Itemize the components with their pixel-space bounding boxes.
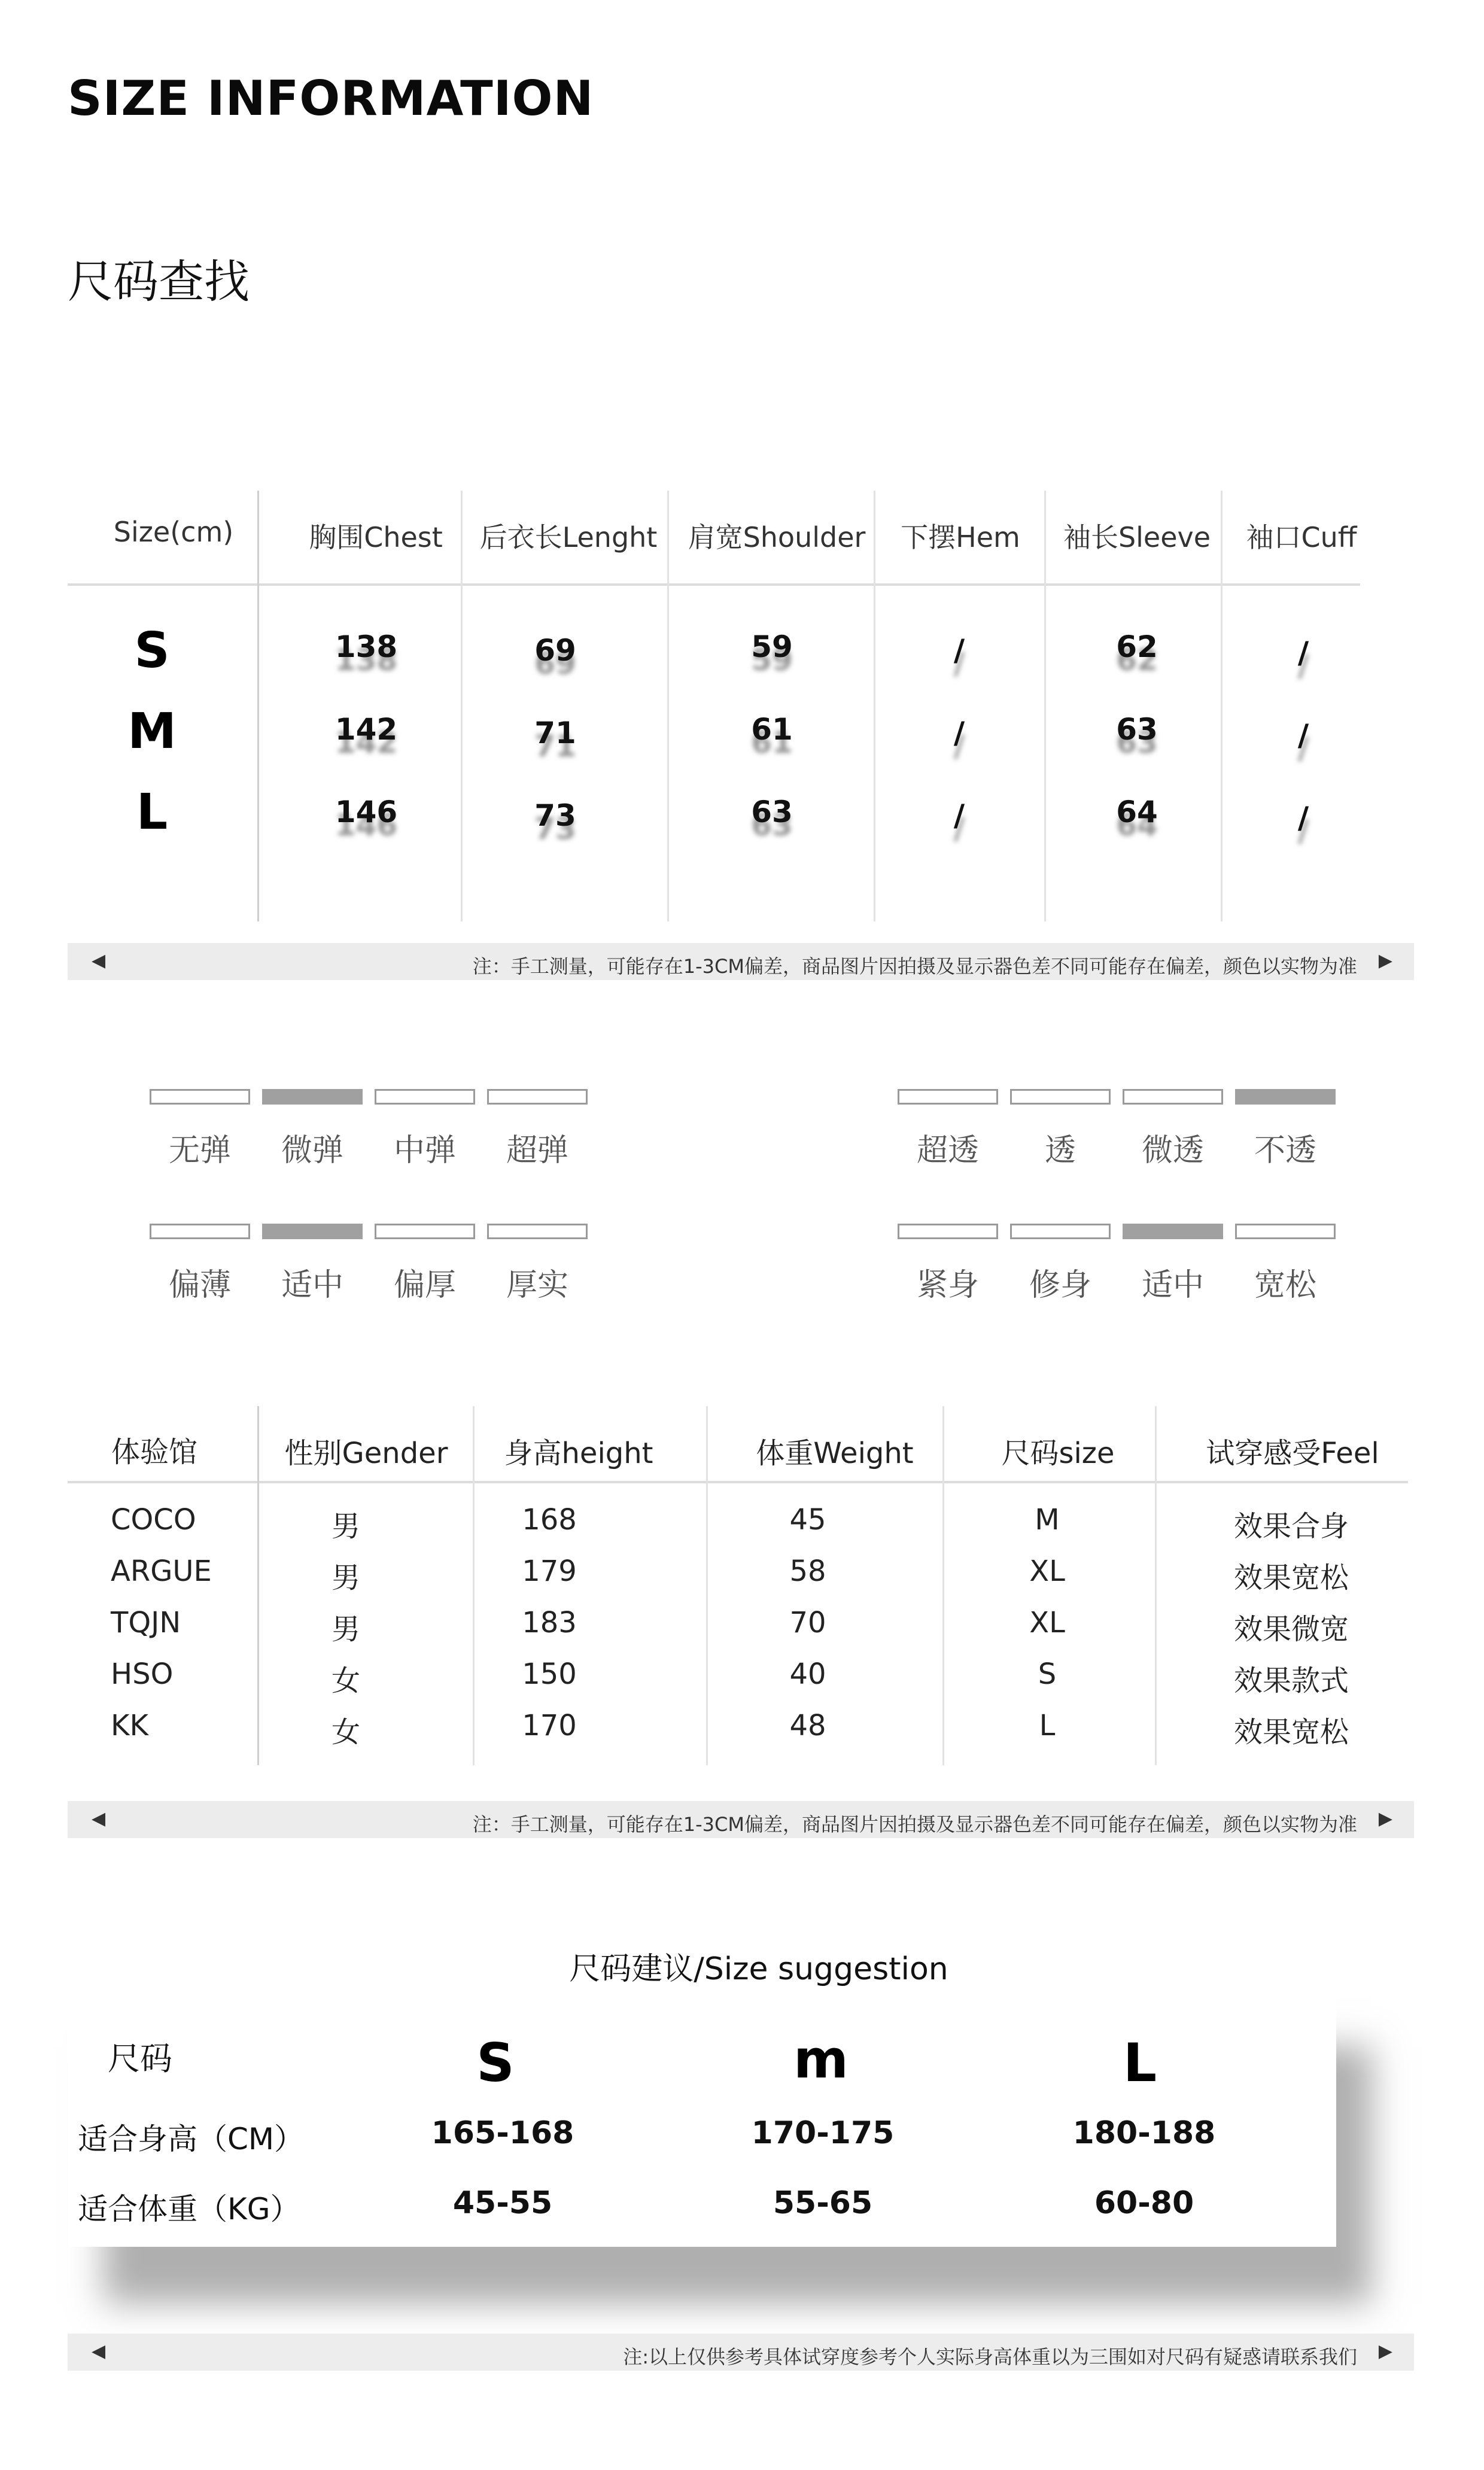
height-header: 身高height [504,1437,653,1470]
cuff-value: / [1297,801,1309,835]
size-row-label: 尺码 [108,2040,172,2077]
size-value: M [1035,1503,1060,1537]
suggested-height: 180-188 [1072,2115,1216,2151]
elasticity-segment-selected [262,1089,363,1105]
fit-segment-selected [1123,1224,1223,1239]
hem-header: 下摆Hem [901,521,1020,553]
size-table-col-line [1044,491,1046,921]
elasticity-label: 无弹 [168,1133,231,1169]
suggested-height: 165-168 [431,2115,574,2151]
length-header: 后衣长Lenght [479,521,658,553]
sleeve-value: 63 [1116,712,1158,747]
venue-name: COCO [111,1503,196,1537]
transparency-segment [898,1089,998,1105]
scroll-right-icon[interactable]: ▶ [1378,950,1392,971]
transparency-segment [1010,1089,1111,1105]
sleeve-header: 袖长Sleeve [1063,521,1211,553]
sleeve-value: 62 [1116,629,1158,664]
tryon-table-divider [68,1481,1408,1483]
note-bar [68,2334,1414,2371]
size-value: L [1039,1709,1056,1742]
weight-value: 40 [789,1657,826,1691]
size-table-divider [68,583,1360,586]
size-header: 尺码size [1001,1437,1115,1470]
note-bar [68,943,1414,980]
suggested-weight: 55-65 [773,2185,873,2221]
chest-header: 胸围Chest [309,521,443,553]
scroll-left-icon[interactable]: ◀ [92,950,106,971]
height-value: 170 [522,1709,577,1742]
feel-value: 效果款式 [1233,1664,1349,1698]
gender-value: 男 [331,1613,361,1646]
hem-value: / [953,633,965,668]
fit-segment [1010,1224,1111,1239]
thickness-label: 适中 [281,1267,343,1303]
scroll-left-icon[interactable]: ◀ [92,2341,106,2362]
weight-value: 48 [789,1709,826,1742]
cuff-value: / [1297,718,1309,753]
size-label: S [134,622,170,679]
suggested-weight: 45-55 [452,2185,553,2221]
fit-label: 修身 [1029,1267,1091,1303]
transparency-segment [1123,1089,1223,1105]
suggested-height: 170-175 [751,2115,895,2151]
elasticity-segment [150,1089,250,1105]
gender-value: 男 [331,1510,361,1543]
size-label: L [136,784,168,841]
shoulder-value: 59 [751,629,793,664]
weight-row-label: 适合体重（KG） [78,2192,300,2226]
scroll-right-icon[interactable]: ▶ [1378,1808,1392,1829]
measurement-note: 注：手工测量，可能存在1-3CM偏差，商品图片因拍摄及显示器色差不同可能存在偏差，颜色以实物为准 [472,955,1357,978]
height-value: 150 [522,1657,577,1691]
length-value: 71 [534,716,576,750]
tryon-table-col-line [473,1406,475,1765]
note-bar [68,1801,1414,1838]
feel-value: 效果宽松 [1233,1715,1349,1749]
transparency-label: 微透 [1141,1133,1204,1169]
gender-value: 女 [331,1715,361,1749]
elasticity-segment [487,1089,588,1105]
tryon-table-col-line [706,1406,708,1765]
fit-label: 适中 [1141,1267,1204,1303]
fit-label: 紧身 [916,1267,979,1303]
elasticity-label: 微弹 [281,1133,343,1169]
weight-value: 70 [789,1606,826,1639]
shoulder-value: 61 [751,712,793,747]
elasticity-label: 超弹 [506,1133,568,1169]
fit-segment [898,1224,998,1239]
chest-value: 138 [334,629,398,664]
height-value: 183 [522,1606,577,1639]
page-title: SIZE INFORMATION [68,71,594,126]
chest-value: 142 [334,712,398,747]
tryon-table-col-line [942,1406,944,1765]
thickness-label: 厚实 [506,1267,568,1303]
size-table-col-line [461,491,463,921]
shoulder-header: 肩宽Shoulder [688,521,866,553]
suggested-weight: 60-80 [1094,2185,1194,2221]
transparency-label: 透 [1044,1133,1076,1169]
fit-segment [1235,1224,1336,1239]
feel-value: 效果微宽 [1233,1613,1349,1646]
weight-header: 体重Weight [756,1437,914,1470]
fit-label: 宽松 [1254,1267,1316,1303]
hem-value: / [953,716,965,750]
scroll-left-icon[interactable]: ◀ [92,1808,106,1829]
feel-value: 效果宽松 [1233,1561,1349,1595]
size-table-col-line [1221,491,1223,921]
suggested-size: S [476,2032,515,2094]
size-advice-note: 注:以上仅供参考具体试穿度参考个人实际身高体重以为三围如对尺码有疑惑请联系我们 [623,2346,1357,2368]
size-table-col-line [667,491,669,921]
transparency-label: 不透 [1254,1133,1316,1169]
transparency-label: 超透 [916,1133,979,1169]
scroll-right-icon[interactable]: ▶ [1378,2341,1392,2362]
tryon-table-col-line [257,1406,259,1765]
sleeve-value: 64 [1116,795,1158,829]
gender-header: 性别Gender [284,1437,448,1470]
gender-value: 男 [331,1561,361,1595]
measurement-note: 注：手工测量，可能存在1-3CM偏差，商品图片因拍摄及显示器色差不同可能存在偏差，颜色以实物为准 [472,1813,1357,1836]
length-value: 69 [534,633,576,668]
size-label: M [127,703,177,760]
suggested-size: L [1123,2032,1157,2094]
feel-value: 效果合身 [1233,1510,1349,1543]
size-value: XL [1029,1606,1065,1639]
feel-header: 试穿感受Feel [1206,1437,1379,1470]
weight-value: 58 [789,1555,826,1588]
elasticity-label: 中弹 [393,1133,456,1169]
height-value: 168 [522,1503,577,1537]
shoulder-value: 63 [751,795,793,829]
elasticity-segment [375,1089,475,1105]
section-subtitle: 尺码查找 [68,255,250,308]
venue-header: 体验馆 [111,1435,198,1469]
size-value: XL [1029,1555,1065,1588]
height-value: 179 [522,1555,577,1588]
thickness-segment [150,1224,250,1239]
size-header: Size(cm) [113,516,234,548]
size-table-col-line [257,491,259,921]
tryon-table-col-line [1155,1406,1157,1765]
suggested-size: m [793,2028,849,2090]
cuff-header: 袖口Cuff [1246,521,1357,553]
transparency-segment-selected [1235,1089,1336,1105]
size-table-col-line [874,491,875,921]
thickness-segment-selected [262,1224,363,1239]
weight-value: 45 [789,1503,826,1537]
venue-name: TQJN [111,1606,181,1639]
height-row-label: 适合身高（CM） [78,2122,305,2156]
cuff-value: / [1297,635,1309,670]
size-value: S [1038,1657,1057,1691]
thickness-label: 偏厚 [393,1267,456,1303]
thickness-segment [487,1224,588,1239]
gender-value: 女 [331,1664,361,1698]
venue-name: KK [111,1709,148,1742]
thickness-segment [375,1224,475,1239]
venue-name: HSO [111,1657,174,1691]
venue-name: ARGUE [111,1555,212,1588]
suggestion-title: 尺码建议/Size suggestion [569,1951,948,1987]
length-value: 73 [534,798,576,833]
thickness-label: 偏薄 [168,1267,231,1303]
chest-value: 146 [334,795,398,829]
hem-value: / [953,798,965,833]
